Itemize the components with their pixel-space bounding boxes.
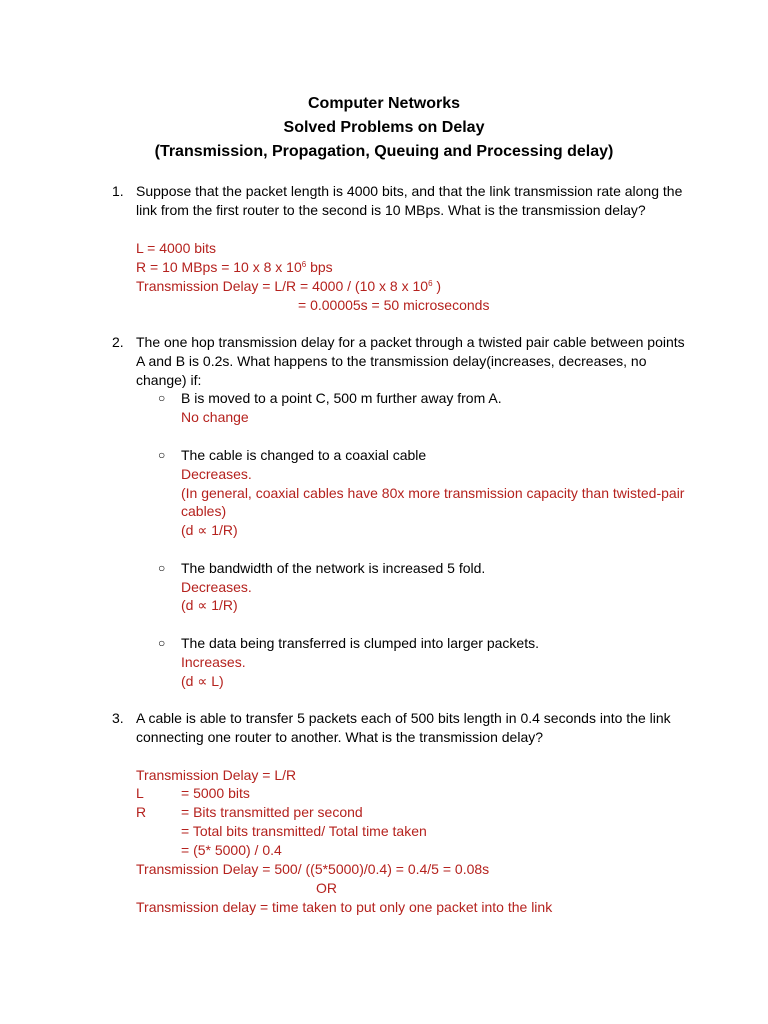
q1-answer-r-base: R = 10 MBps = 10 x 8 x 10 — [136, 259, 302, 275]
q3-answer-l-value: = 5000 bits — [181, 785, 250, 801]
q2-bullet-3-formula: (d ∝ 1/R) — [181, 597, 238, 613]
q2-bullet-2-text: The cable is changed to a coaxial cable — [181, 447, 427, 463]
q2-text-line-2: A and B is 0.2s. What happens to the transmission delay(increases, decreases, no — [136, 353, 647, 369]
q2-bullet-1: ○ — [158, 391, 166, 405]
q1-answer-result: = 0.00005s = 50 microseconds — [298, 297, 490, 313]
doc-subtitle: Solved Problems on Delay — [283, 119, 485, 136]
q2-bullet-3: ○ — [158, 561, 166, 575]
q2-text-line-3: change) if: — [136, 372, 202, 388]
q3-answer-r-value: = Bits transmitted per second — [181, 804, 363, 820]
q2-number: 2. — [112, 334, 124, 350]
q1-text-line-1: Suppose that the packet length is 4000 bits, and that the link transmission rate along the — [136, 183, 683, 199]
q1-answer-delay — [136, 277, 441, 296]
q2-bullet-4-text: The data being transferred is clumped into larger packets. — [181, 635, 539, 651]
q2-bullet-4-formula: (d ∝ L) — [181, 673, 224, 689]
q1-answer-delay-base: Transmission Delay = L/R = 4000 / (10 x 8 x 10 — [136, 278, 429, 294]
doc-subtitle-detail: (Transmission, Propagation, Queuing and Processing delay) — [154, 143, 614, 160]
q1-answer-r — [136, 258, 333, 277]
q2-bullet-2-answer: Decreases. — [181, 466, 252, 482]
q3-answer-r-derivation-2: = (5* 5000) / 0.4 — [181, 842, 282, 858]
q1-answer-l: L = 4000 bits — [136, 240, 217, 256]
q2-bullet-2: ○ — [158, 448, 166, 462]
doc-title: Computer Networks — [307, 95, 461, 112]
q2-bullet-4-answer: Increases. — [181, 654, 246, 670]
q2-bullet-2-explanation-2: cables) — [181, 503, 227, 519]
q1-answer-delay-close: ) — [432, 278, 442, 294]
q3-answer-or: OR — [316, 880, 337, 896]
q2-bullet-1-answer: No change — [181, 409, 249, 425]
q2-bullet-2-formula: (d ∝ 1/R) — [181, 522, 238, 538]
q1-answer-delay-exponent: 6 — [428, 279, 433, 288]
q3-answer-r-derivation-1: = Total bits transmitted/ Total time taken — [181, 823, 427, 839]
q2-text-line-1: The one hop transmission delay for a packet through a twisted pair cable between points — [136, 334, 685, 350]
q1-text-line-2: link from the first router to the second is 10 MBps. What is the transmission delay? — [136, 202, 646, 218]
q3-answer-formula: Transmission Delay = L/R — [136, 767, 297, 783]
q3-number: 3. — [112, 710, 124, 726]
q2-bullet-2-explanation-1: (In general, coaxial cables have 80x more transmission capacity than twisted-pair — [181, 485, 685, 501]
q3-text-line-2: connecting one router to another. What is the transmission delay? — [136, 729, 544, 745]
q3-text-line-1: A cable is able to transfer 5 packets each of 500 bits length in 0.4 seconds into the link — [136, 710, 671, 726]
q3-answer-r-label: R — [136, 804, 147, 820]
q3-answer-l-label: L — [136, 785, 144, 801]
q2-bullet-3-answer: Decreases. — [181, 579, 252, 595]
q1-answer-r-exponent: 6 — [301, 260, 307, 269]
q2-bullet-4: ○ — [158, 636, 166, 650]
q2-bullet-1-text: B is moved to a point C, 500 m further away from A. — [181, 390, 502, 406]
q1-number: 1. — [112, 183, 124, 199]
q2-bullet-3-text: The bandwidth of the network is increased 5 fold. — [181, 560, 486, 576]
q3-answer-alternative: Transmission delay = time taken to put only one packet into the link — [136, 899, 553, 915]
q1-answer-r-unit: bps — [306, 259, 333, 275]
q3-answer-result: Transmission Delay = 500/ ((5*5000)/0.4) = 0.4/5 = 0.08s — [136, 861, 490, 877]
